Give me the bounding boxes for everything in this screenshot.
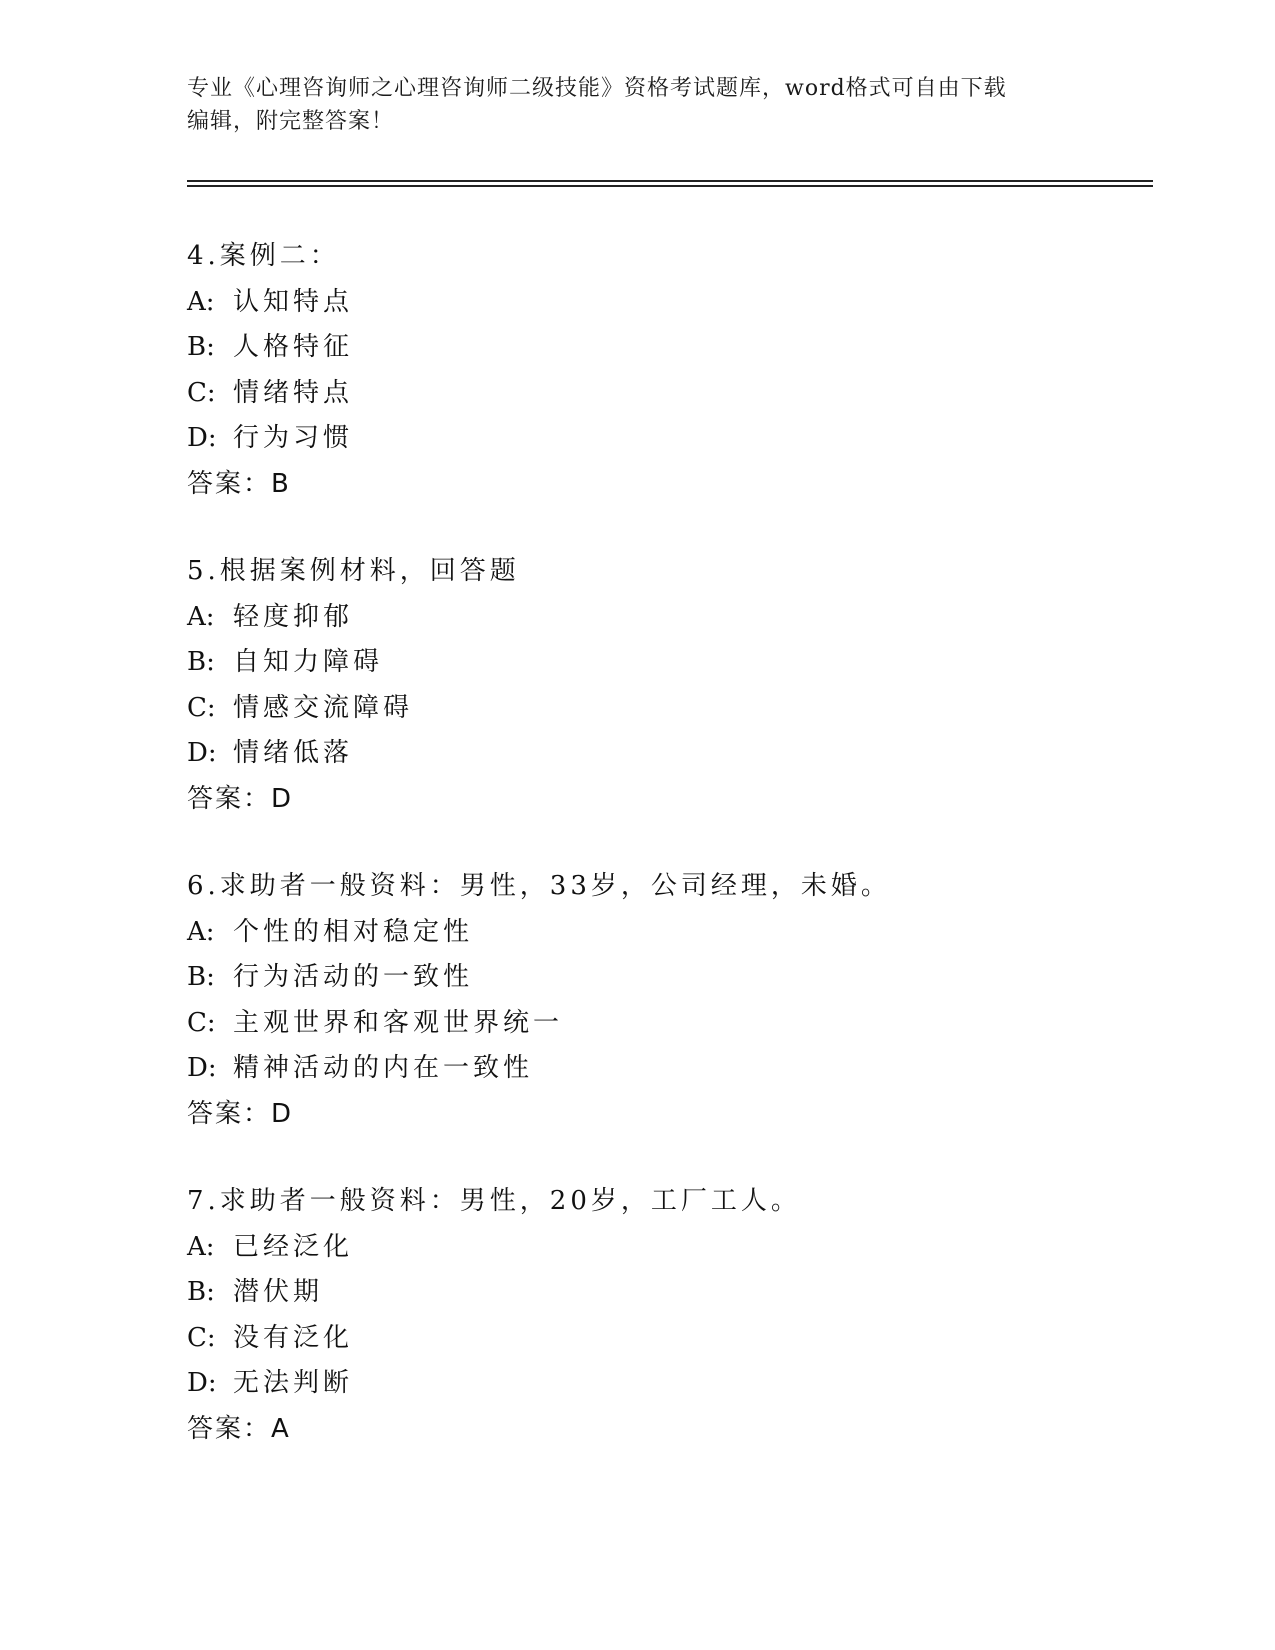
option-text: 轻度抑郁 [233, 601, 354, 632]
option-letter: A: [187, 601, 215, 632]
option-b [187, 1270, 1147, 1316]
option-a [187, 910, 1147, 956]
option-letter: C: [187, 1007, 216, 1038]
option-text: 情绪低落 [233, 738, 354, 768]
option-d [187, 416, 1147, 462]
option-text: 行为习惯 [233, 423, 354, 453]
option-text: 情绪特点 [233, 377, 354, 408]
option-letter: D: [187, 1053, 217, 1083]
option-letter: D: [187, 738, 217, 768]
question-title: 5.根据案例材料，回答题 [187, 556, 520, 586]
option-a [187, 280, 1147, 326]
option-letter: D: [187, 423, 217, 453]
option-d [187, 1361, 1147, 1407]
option-letter: B: [187, 1277, 215, 1307]
answer-line: 答案：A [187, 1413, 291, 1444]
option-text: 认知特点 [233, 286, 354, 317]
answer-line: 答案：B [187, 468, 291, 499]
option-b [187, 955, 1147, 1001]
question-title: 7.求助者一般资料：男性，20岁，工厂工人。 [187, 1186, 801, 1216]
option-letter: C: [187, 377, 216, 408]
question-6 [187, 864, 1147, 1137]
option-text: 精神活动的内在一致性 [233, 1053, 534, 1083]
question-title: 6.求助者一般资料：男性，33岁，公司经理，未婚。 [187, 871, 891, 901]
option-c [187, 1001, 1147, 1047]
header-divider-bottom [187, 185, 1153, 187]
option-letter: D: [187, 1368, 217, 1398]
option-text: 人格特征 [233, 332, 354, 362]
option-b [187, 640, 1147, 686]
option-text: 潜伏期 [233, 1277, 324, 1307]
option-text: 自知力障碍 [233, 647, 384, 677]
question-7 [187, 1179, 1147, 1452]
header-divider-top [187, 180, 1153, 182]
option-text: 行为活动的一致性 [233, 962, 474, 992]
option-d [187, 731, 1147, 777]
option-letter: A: [187, 1231, 215, 1262]
option-text: 个性的相对稳定性 [233, 916, 474, 947]
document-header [187, 72, 1087, 138]
answer-line: 答案：D [187, 1098, 294, 1129]
option-letter: A: [187, 286, 215, 317]
option-text: 没有泛化 [233, 1322, 354, 1353]
option-letter: B: [187, 962, 215, 992]
option-letter: B: [187, 332, 215, 362]
option-text: 已经泛化 [233, 1231, 354, 1262]
option-c [187, 1316, 1147, 1362]
question-4 [187, 234, 1147, 507]
question-5 [187, 549, 1147, 822]
header-line-2: 编辑，附完整答案！ [187, 109, 395, 134]
header-line-1: 专业《心理咨询师之心理咨询师二级技能》资格考试题库，word格式可自由下载 [187, 76, 1007, 101]
option-text: 无法判断 [233, 1368, 354, 1398]
option-text: 情感交流障碍 [233, 692, 414, 723]
option-text: 主观世界和客观世界统一 [233, 1007, 564, 1038]
question-list [187, 234, 1147, 1494]
option-letter: C: [187, 1322, 216, 1353]
option-a [187, 1225, 1147, 1271]
option-letter: B: [187, 647, 215, 677]
option-a [187, 595, 1147, 641]
option-c [187, 371, 1147, 417]
answer-line: 答案：D [187, 783, 294, 814]
option-c [187, 686, 1147, 732]
question-title: 4.案例二： [187, 241, 340, 271]
option-letter: C: [187, 692, 216, 723]
option-letter: A: [187, 916, 215, 947]
option-b [187, 325, 1147, 371]
option-d [187, 1046, 1147, 1092]
